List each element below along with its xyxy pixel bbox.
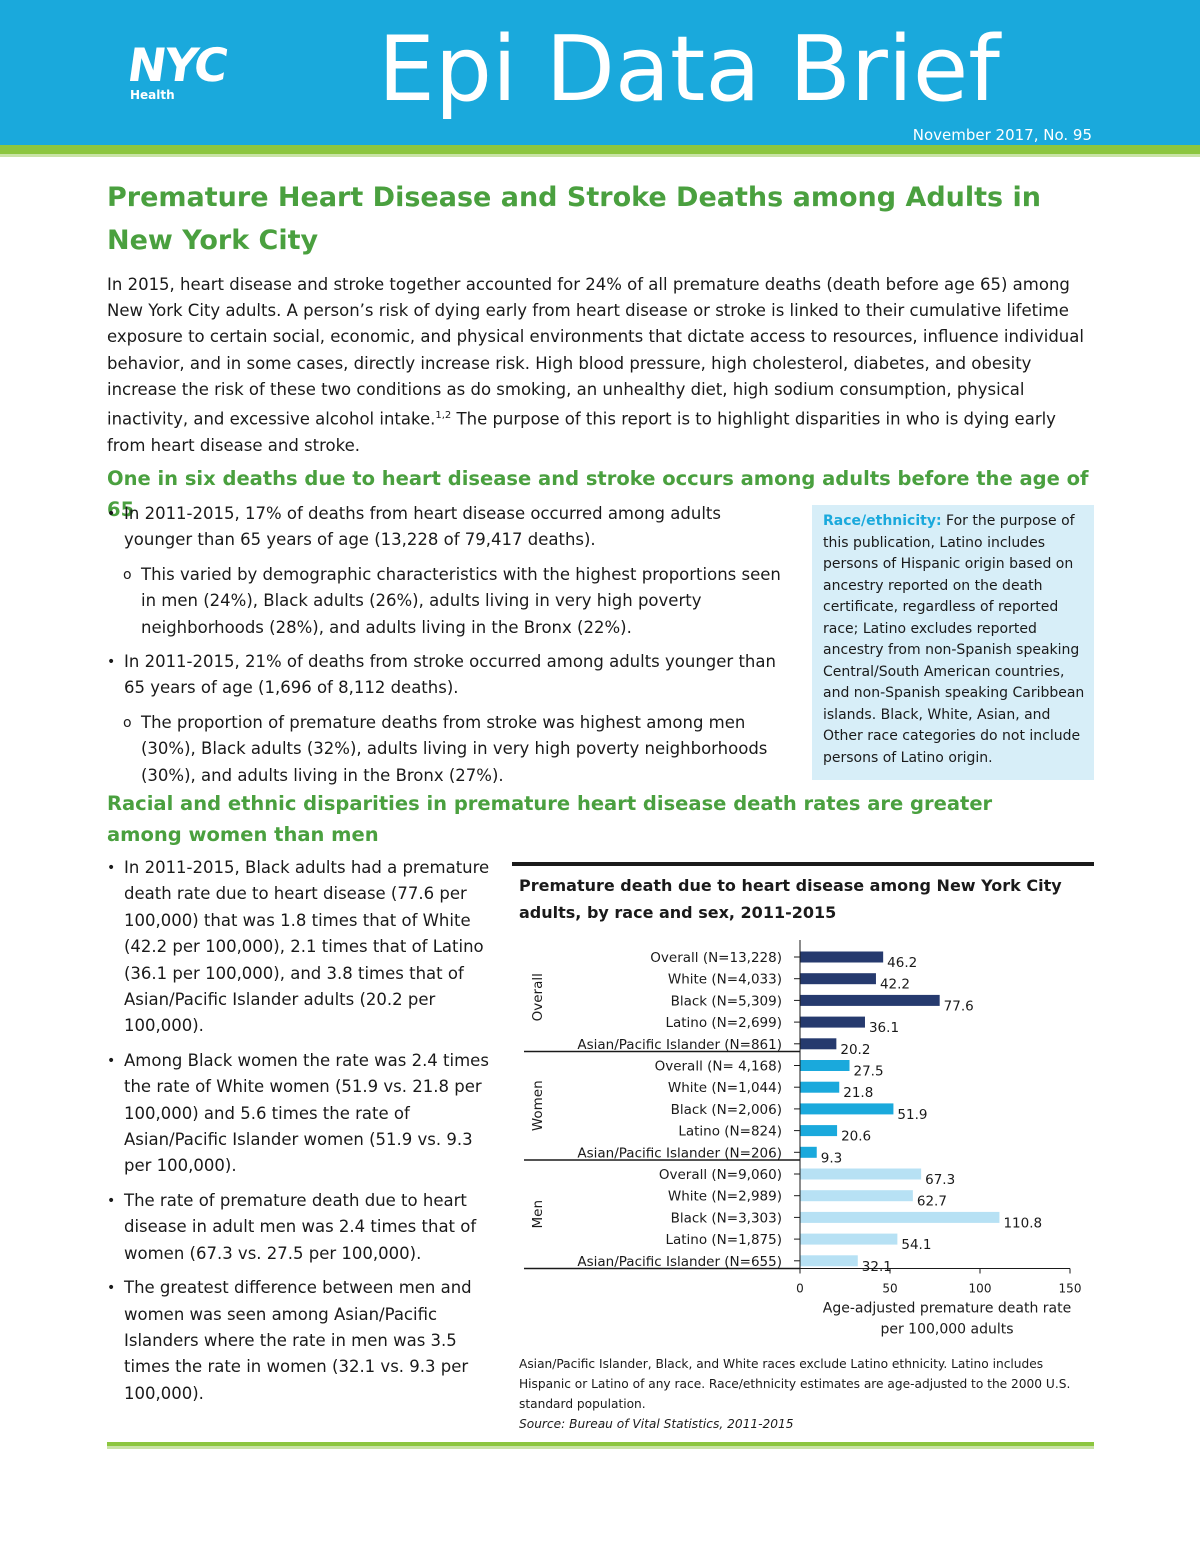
bar [800,1103,893,1114]
bar [800,952,883,963]
intro-text: In 2015, heart disease and stroke together accounted for 24% of all premature deaths (death before age 65) among New York City adults. A person’s risk of dying early from heart disease or stroke is linked to their cumulative lifetime exposure to certain social, economic, and physical environments that dictate access to resources, influence individual behavior, and in some cases, directly increase risk. High blood pressure, high cholesterol, diabetes, and obesity increase the risk of these two conditions as do smoking, an unhealthy diet, high sodium consumption, physical inactivity, and excessive alcohol intake. [107,275,1084,429]
bar [800,1038,836,1049]
data-label: 20.2 [840,1041,871,1058]
data-label: 36.1 [868,1020,900,1037]
x-tick-label: 150 [1058,1281,1082,1296]
bar [800,1190,913,1201]
header-banner [0,0,1200,145]
bar [800,995,940,1006]
data-label: 67.3 [925,1172,956,1188]
x-tick-label: 0 [796,1281,804,1296]
data-label: 9.3 [820,1150,843,1167]
category-label: Asian/Pacific Islander (N=206) [577,1145,782,1162]
section1-heading: One in six deaths due to heart disease and stroke occurs among adults before the age of 65 [107,467,1089,521]
group-label: Overall [530,973,546,1022]
intro-citation: 1,2 [435,410,452,422]
bar [800,1082,839,1093]
data-label: 21.8 [843,1085,874,1102]
data-label: 62.7 [916,1193,947,1210]
category-label: Asian/Pacific Islander (N=655) [577,1253,782,1270]
bar [800,1060,850,1071]
group-label: Men [530,1199,546,1229]
bullet-item: • In 2011-2015, Black adults had a premature death rate due to heart disease (77.6 per 100,000) that was 1.8 times that of White (42.2 per 100,000), 2.1 times that of Latino (36.1 per 100,000), and 3.8 times that of Asian/Pacific Islander adults (20.2 per 100,000). [107,855,492,1040]
x-axis-label: Age-adjusted premature death rate per 100,000 adults [822,1300,1072,1338]
category-label: Black (N=5,309) [670,993,782,1010]
logo-subtext: Health [130,88,175,102]
category-label: White (N=4,033) [667,971,782,988]
data-label: 20.6 [841,1128,872,1145]
bullet-item: • In 2011-2015, 17% of deaths from heart disease occurred among adults younger than 65 years of age (13,228 of 79,417 deaths). [107,501,782,554]
data-label: 110.8 [1003,1215,1043,1232]
sub-bullet-item: o This varied by demographic characteristics with the highest proportions seen in men (24%), Black adults (26%), adults living in very high poverty neighborhoods (28%), and adults living in the Bronx (22%). [107,562,782,641]
bar [800,1017,865,1028]
sub-bullet-item: o The proportion of premature deaths from stroke was highest among men (30%), Black adults (32%), adults living in very high poverty neighborhoods (30%), and adults living in the Bronx (27%). [107,710,782,789]
bar [800,1125,837,1136]
bullet-item: • In 2011-2015, 21% of deaths from stroke occurred among adults younger than 65 years of age (1,696 of 8,112 deaths). [107,649,782,702]
category-label: White (N=1,044) [667,1080,782,1097]
header-divider-light [0,154,1200,157]
bar-chart [512,938,1094,1350]
bar [800,1147,817,1158]
chart-top-rule [512,862,1094,866]
footer-rule-light [107,1446,1094,1449]
bullet-item: • The rate of premature death due to heart disease in adult men was 2.4 times that of women (67.3 vs. 27.5 per 100,000). [107,1188,492,1267]
logo-text: NYC [124,38,230,92]
nyc-health-logo [124,38,263,107]
category-label: Black (N=3,303) [670,1210,782,1227]
page-title: Premature Heart Disease and Stroke Deaths among Adults in New York City [107,182,1042,256]
category-label: Asian/Pacific Islander (N=861) [577,1036,782,1053]
data-label: 42.2 [879,976,911,993]
group-label: Women [530,1080,546,1132]
bar [800,973,876,984]
category-label: Latino (N=824) [678,1123,782,1140]
data-label: 77.6 [943,998,974,1015]
category-label: Overall (N=13,228) [650,950,782,966]
category-label: Overall (N=9,060) [658,1167,782,1183]
x-tick-label: 100 [968,1281,992,1296]
race-ethnicity-note-box [812,505,1094,780]
brand-title: Epi Data Brief [378,17,1000,122]
x-tick-label: 50 [882,1281,898,1296]
section2-heading: Racial and ethnic disparities in premature heart disease death rates are greater among women than men [107,792,993,846]
data-label: 32.1 [861,1258,892,1275]
header-divider [0,145,1200,154]
category-label: Latino (N=2,699) [665,1015,782,1032]
bar [800,1169,921,1180]
bar [800,1255,858,1266]
data-label: 46.2 [887,955,918,971]
intro-text-after: The purpose of this report is to highlight disparities in who is dying early from heart disease and stroke. [107,409,1056,455]
bar [800,1234,897,1245]
category-label: Latino (N=1,875) [665,1232,782,1249]
chart-source: Source: Bureau of Vital Statistics, 2011-2015 [519,1417,794,1431]
section2-bullets [107,855,492,1415]
bullet-item: • Among Black women the rate was 2.4 times the rate of White women (51.9 vs. 21.8 per 100,000) and 5.6 times the rate of Asian/Pacific Islander women (51.9 vs. 9.3 per 100,000). [107,1048,492,1180]
category-label: Overall (N= 4,168) [654,1058,782,1075]
chart-title: Premature death due to heart disease among New York City adults, by race and sex, 2011-2015 [519,876,1062,922]
bar [800,1212,999,1223]
data-label: 54.1 [901,1237,932,1254]
chart-note-text: Asian/Pacific Islander, Black, and White races exclude Latino ethnicity. Latino includes Hispanic or Latino of any race. Race/ethnicity estimates are age-adjusted to the 2000 U.S. standard population. [519,1357,1071,1411]
intro-paragraph [107,272,1097,459]
issue-date: November 2017, No. 95 [912,126,1092,144]
category-label: White (N=2,989) [667,1188,782,1205]
note-text: For the purpose of this publication, Latino includes persons of Hispanic origin based on ancestry reported on the death certificate, regardless of reported race; Latino excludes reported ancestry from non-Spanish speaking Central/South American countries, and non-Spanish speaking Caribbean islands. Black, White, Asian, and Other race categories do not include persons of Latino origin. [823,513,1085,766]
bullet-item: • The greatest difference between men and women was seen among Asian/Pacific Islanders where the rate in men was 3.5 times the rate in women (32.1 vs. 9.3 per 100,000). [107,1275,492,1407]
category-label: Black (N=2,006) [670,1101,782,1118]
section1-bullets [107,501,782,797]
chart-notes [519,1354,1089,1434]
data-label: 51.9 [897,1106,928,1123]
note-key: Race/ethnicity: [823,513,942,529]
data-label: 27.5 [853,1063,884,1080]
